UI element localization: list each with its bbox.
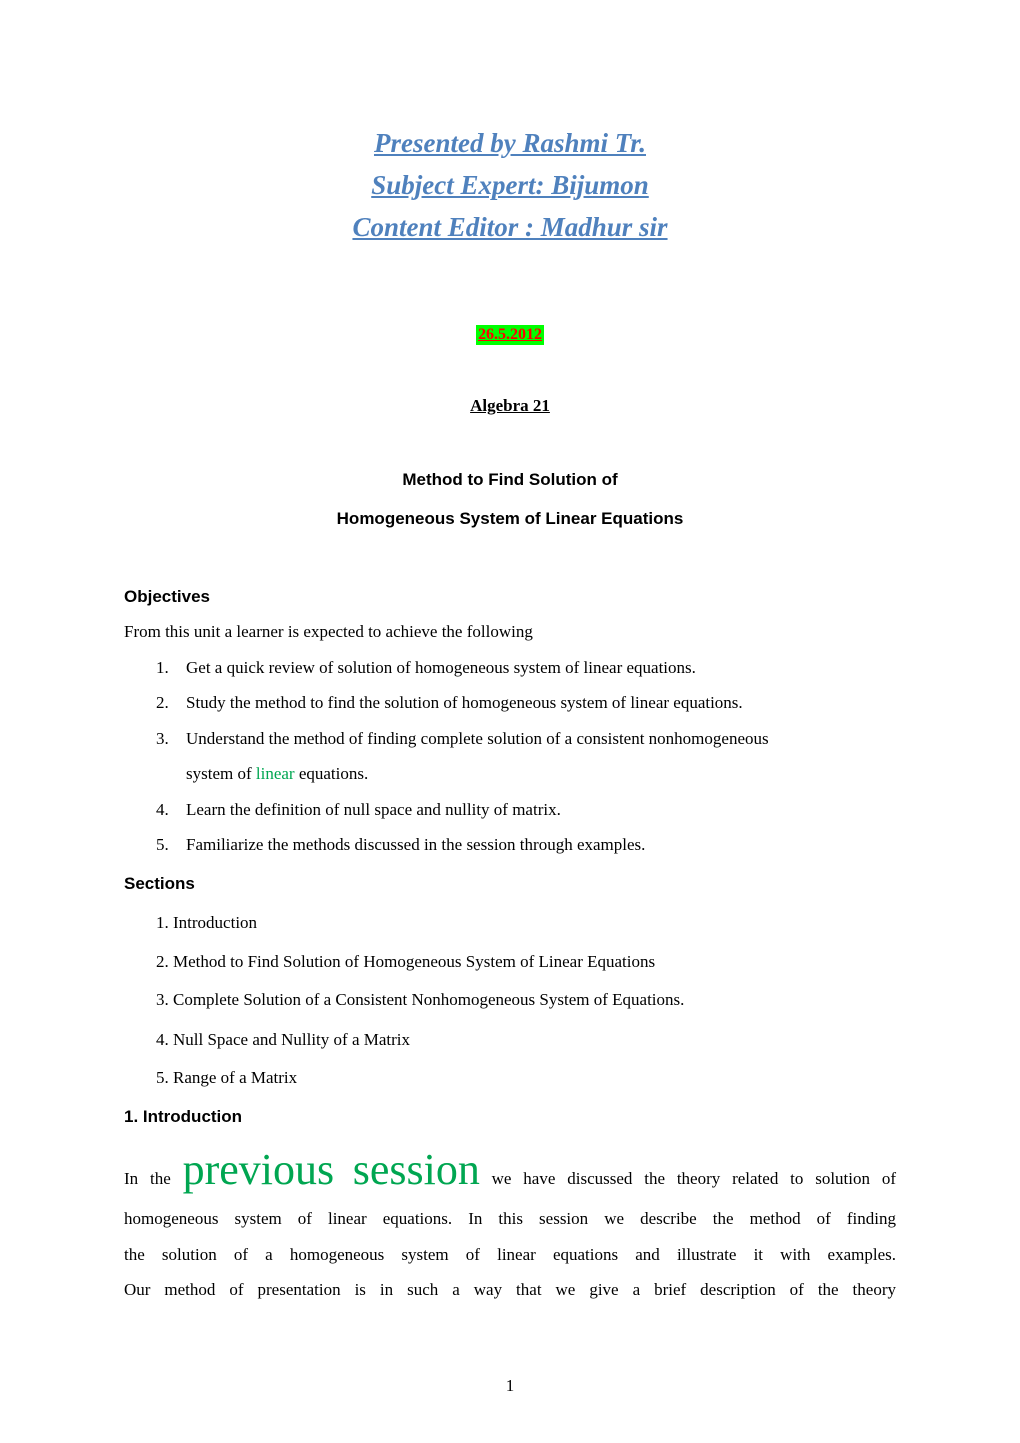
objective-num: 3. — [156, 729, 169, 748]
objective-num: 2. — [156, 693, 169, 712]
sections-heading: Sections — [124, 874, 195, 893]
intro-line-1 — [124, 1145, 896, 1194]
introduction-heading: 1. Introduction — [124, 1107, 243, 1126]
objective-num: 1. — [156, 658, 169, 677]
page-number: 1 — [505, 1376, 515, 1395]
content-editor-line[interactable]: Content Editor : Madhur sir — [352, 212, 668, 242]
objective-text: Understand the method of finding complete solution of a consistent nonhomogeneous — [186, 729, 769, 748]
objective-text: Learn the definition of null space and nullity of matrix. — [186, 800, 561, 819]
objective-item-3-continued — [186, 764, 368, 784]
objective-text: Familiarize the methods discussed in the session through examples. — [186, 835, 646, 854]
objective-item-3 — [156, 729, 769, 749]
presenter-line[interactable]: Presented by Rashmi Tr. — [373, 128, 646, 158]
objectives-intro: From this unit a learner is expected to achieve the following — [124, 622, 533, 641]
section-item-5: 5. Range of a Matrix — [156, 1068, 298, 1087]
section-item-2: 2. Method to Find Solution of Homogeneous System of Linear Equations — [156, 952, 656, 971]
section-item-3: 3. Complete Solution of a Consistent Nonhomogeneous System of Equations. — [156, 990, 685, 1009]
objective-text: Get a quick review of solution of homogeneous system of linear equations. — [186, 658, 696, 677]
objective-item-1 — [156, 658, 696, 678]
objective-num: 5. — [156, 835, 169, 854]
previous-session-link[interactable]: previous session — [182, 1145, 480, 1194]
objective-item-5 — [156, 835, 645, 855]
document-title-line2: Homogeneous System of Linear Equations — [336, 509, 684, 528]
date-wrapper — [0, 325, 1020, 345]
document-title-line1: Method to Find Solution of — [402, 470, 618, 489]
subject-expert-line[interactable]: Subject Expert: Bijumon — [371, 170, 649, 200]
objective-item-2 — [156, 693, 743, 713]
section-item-4: 4. Null Space and Nullity of a Matrix — [156, 1030, 411, 1049]
objective-item-4 — [156, 800, 561, 820]
objectives-heading: Objectives — [124, 587, 210, 606]
date-highlight: 26.5.2012 — [478, 326, 542, 343]
objective-text: system of — [186, 764, 256, 783]
intro-text: we have discussed the theory related to solution of — [479, 1169, 896, 1188]
objective-text: Study the method to find the solution of homogeneous system of linear equations. — [186, 693, 743, 712]
linear-link[interactable]: linear — [255, 764, 295, 783]
intro-line-2: homogeneous system of linear equations. In this session we describe the method of finding — [124, 1209, 896, 1228]
objective-text: equations. — [294, 764, 369, 783]
unit-title: Algebra 21 — [470, 396, 550, 415]
section-item-1: 1. Introduction — [156, 913, 258, 932]
intro-line-4: Our method of presentation is in such a way that we give a brief description of the theory — [124, 1280, 896, 1299]
objective-num: 4. — [156, 800, 169, 819]
intro-line-3: the solution of a homogeneous system of linear equations and illustrate it with examples. — [124, 1245, 896, 1264]
intro-text: In the — [124, 1169, 183, 1188]
